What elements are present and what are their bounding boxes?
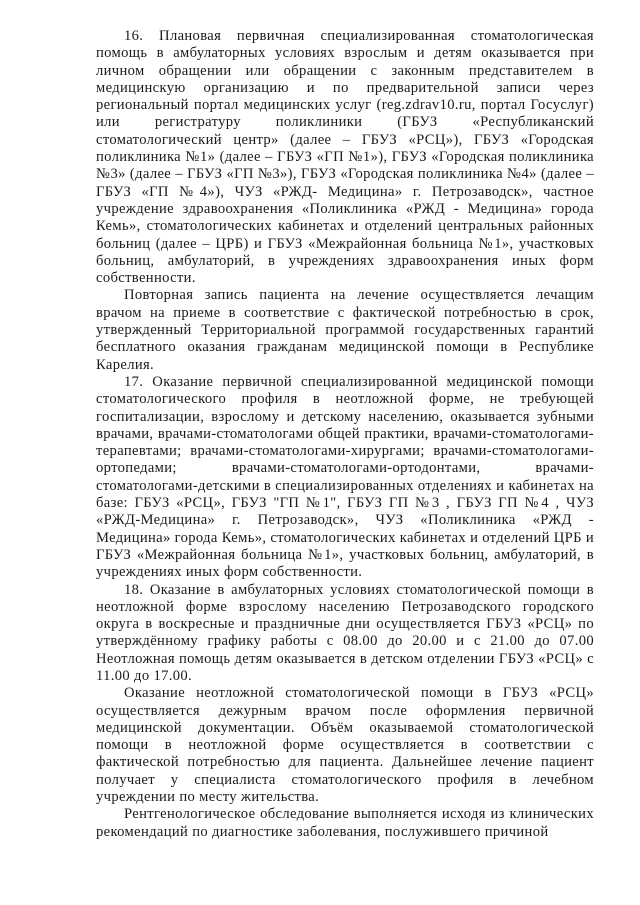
- paragraph-urgent-procedure: Оказание неотложной стоматологической помощи в ГБУЗ «РСЦ» осуществляется дежурным врачом после оформления первичной медицинской документации. Объём оказываемой стоматологической помощи в неотложной форме осуществляется в соответствии с фактической потребностью для пациента. Дальнейшее лечение пациент получает у специалиста стоматологического профиля в лечебном учреждении по месту жительства.: [96, 685, 594, 806]
- paragraph-16-planned-care: 16. Плановая первичная специализированная стоматологическая помощь в амбулаторных условиях взрослым и детям оказывается при личном обращении или обращении с законным представителем в медицинскую организацию и по предварительной записи через региональный портал медицинских услуг (reg.zdrav10.ru, портал Госуслуг) или регистратуру поликлиники (ГБУЗ «Республиканский стоматологический центр» (далее – ГБУЗ «РСЦ»), ГБУЗ «Городская поликлиника №1» (далее – ГБУЗ «ГП №1»), ГБУЗ «Городская поликлиника №3» (далее – ГБУЗ «ГП №3»), ГБУЗ «Городская поликлиника №4» (далее – ГБУЗ «ГП №4»), ЧУЗ «РЖД- Медицина» г. Петрозаводск», частное учреждение здравоохранения «Поликлиника «РЖД - Медицина» города Кемь», стоматологических кабинетах и отделений центральных районных больниц (далее – ЦРБ) и ГБУЗ «Межрайонная больница №1», участковых больниц, амбулаторий, в учреждениях здравоохранения иных форм собственности.: [96, 28, 594, 287]
- paragraph-radiology: Рентгенологическое обследование выполняется исходя из клинических рекомендаций по диагностике заболевания, послужившего причиной: [96, 806, 594, 840]
- paragraph-18-weekend-care: 18. Оказание в амбулаторных условиях стоматологической помощи в неотложной форме взрослому населению Петрозаводского городского округа в воскресные и праздничные дни осуществляется ГБУЗ «РСЦ» по утверждённому графику работы с 08.00 до 20.00 и с 21.00 до 07.00 Неотложная помощь детям оказывается в детском отделении ГБУЗ «РСЦ» с 11.00 до 17.00.: [96, 581, 594, 684]
- document-body: [96, 28, 594, 841]
- paragraph-17-urgent-care: 17. Оказание первичной специализированной медицинской помощи стоматологического профиля в неотложной форме, не требующей госпитализации, взрослому и детскому населению, оказывается зубными врачами, врачами-стоматологами общей практики, врачами-стоматологами-терапевтами; врачами-стоматологами-хирургами; врачами-стоматологами-ортопедами; врачами-стоматологами-ортодонтами, врачами-стоматологами-детскими в специализированных отделениях и кабинетах на базе: ГБУЗ «РСЦ», ГБУЗ "ГП №1", ГБУЗ ГП №3 , ГБУЗ ГП №4 , ЧУЗ «РЖД-Медицина» г. Петрозаводск», ЧУЗ «Поликлиника «РЖД - Медицина» города Кемь», стоматологических кабинетах и отделений ЦРБ и ГБУЗ «Межрайонная больница №1», участковых больниц, амбулаторий, в учреждениях иных форм собственности.: [96, 373, 595, 581]
- paragraph-repeat-appointment: Повторная запись пациента на лечение осуществляется лечащим врачом на приеме в соответствие с фактической потребностью в срок, утвержденный Территориальной программой государственных гарантий бесплатного оказания гражданам медицинской помощи в Республике Карелия.: [96, 287, 594, 373]
